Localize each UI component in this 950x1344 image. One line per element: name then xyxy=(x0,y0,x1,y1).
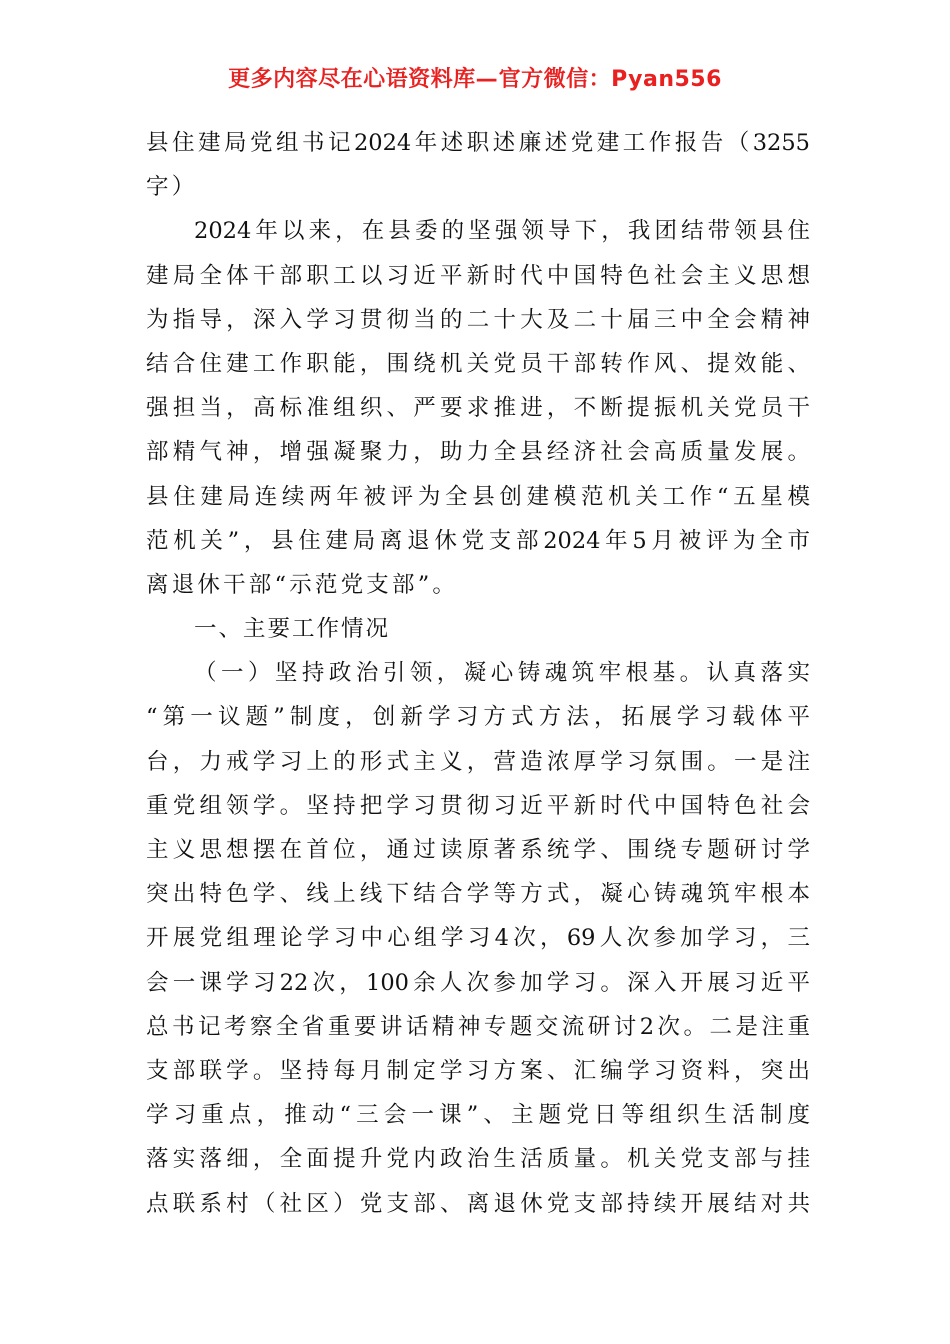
intro-line: 县住建局连续两年被评为全县创建模范机关工作“五星模 xyxy=(146,483,810,510)
intro-line: 离退休干部“示范党支部”。 xyxy=(146,571,459,598)
section-heading: 一、主要工作情况 xyxy=(194,616,391,643)
intro-line: 结合住建工作职能，围绕机关党员干部转作风、提效能、 xyxy=(146,350,810,377)
document-title-line: 县住建局党组书记2024年述职述廉述党建工作报告（3255 xyxy=(146,130,810,156)
section-line: 总书记考察全省重要讲话精神专题交流研讨2次。二是注重 xyxy=(146,1013,810,1040)
banner-separator: — xyxy=(475,67,499,92)
section-line: 重党组领学。坚持把学习贯彻习近平新时代中国特色社会 xyxy=(146,792,810,819)
document-body xyxy=(146,121,810,1226)
intro-line: 2024年以来，在县委的坚强领导下，我团结带领县住 xyxy=(194,218,810,245)
intro-line: 建局全体干部职工以习近平新时代中国特色社会主义思想 xyxy=(146,262,810,289)
intro-line: 为指导，深入学习贯彻当的二十大及二十届三中全会精神 xyxy=(146,306,810,333)
document-title-line: 字） xyxy=(146,174,198,201)
section-line: “第一议题”制度，创新学习方式方法，拓展学习载体平 xyxy=(146,704,810,731)
section-line: 落实落细，全面提升党内政治生活质量。机关党支部与挂 xyxy=(146,1146,810,1173)
intro-line: 范机关”，县住建局离退休党支部2024年5月被评为全市 xyxy=(146,527,810,554)
section-line: 支部联学。坚持每月制定学习方案、汇编学习资料，突出 xyxy=(146,1057,810,1084)
section-line: 突出特色学、线上线下结合学等方式，凝心铸魂筑牢根本 xyxy=(146,881,810,908)
intro-line: 部精气神，增强凝聚力，助力全县经济社会高质量发展。 xyxy=(146,439,810,466)
section-line: 台，力戒学习上的形式主义，营造浓厚学习氛围。一是注 xyxy=(146,748,810,775)
section-line: （一）坚持政治引领，凝心铸魂筑牢根基。认真落实 xyxy=(194,660,810,687)
banner-contact: 官方微信：Pyan556 xyxy=(498,67,722,92)
section-line: 主义思想摆在首位，通过读原著系统学、围绕专题研讨学 xyxy=(146,837,810,863)
section-line: 开展党组理论学习中心组学习4次，69人次参加学习，三 xyxy=(146,925,810,952)
intro-line: 强担当，高标准组织、严要求推进，不断提振机关党员干 xyxy=(146,395,810,422)
promo-banner xyxy=(0,64,950,96)
banner-text: 更多内容尽在心语资料库 xyxy=(228,67,476,92)
section-line: 会一课学习22次，100余人次参加学习。深入开展习近平 xyxy=(146,969,810,996)
section-line: 点联系村（社区）党支部、离退休党支部持续开展结对共 xyxy=(146,1190,810,1217)
section-line: 学习重点，推动“三会一课”、主题党日等组织生活制度 xyxy=(146,1102,810,1129)
